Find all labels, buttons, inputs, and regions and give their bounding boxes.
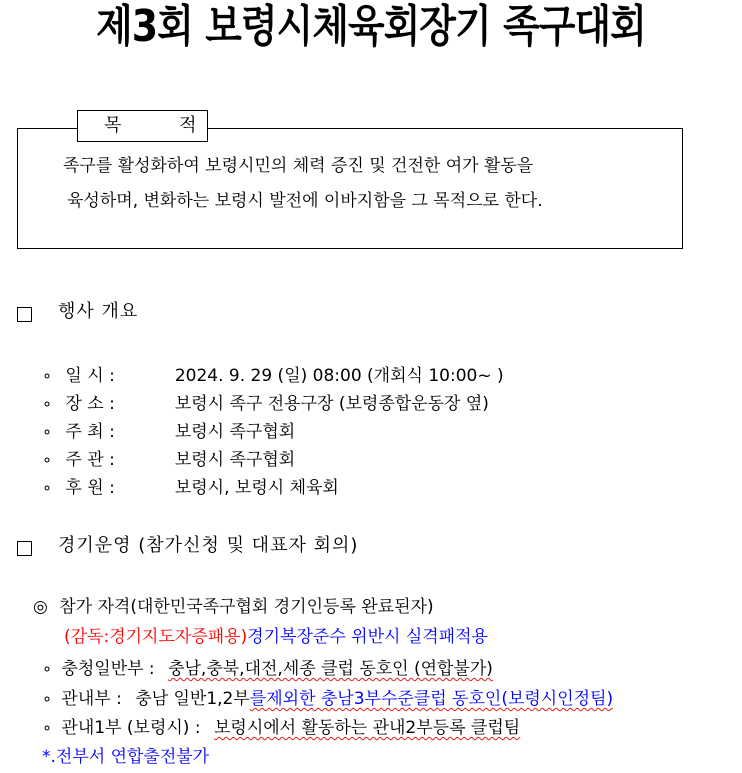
uniform-note-red: (감독:경기지도자증패용) xyxy=(64,627,248,647)
item-value: 보령시, 보령시 체육회 xyxy=(174,478,339,498)
item-label: 일 시 : xyxy=(65,366,115,386)
division-label: 충청일반부 : xyxy=(61,659,155,679)
page-title: 제3회 보령시체육회장기 족구대회 xyxy=(96,1,646,52)
bullet-icon: ∘ xyxy=(42,422,53,441)
item-value: 2024. 9. 29 (일) 08:00 (개회식 10:00~ ) xyxy=(174,366,504,386)
division-label: 관내부 : xyxy=(61,689,122,709)
division-label: 관내1부 (보령시) : xyxy=(61,718,201,738)
qualification-line xyxy=(33,596,434,618)
operation-section-header xyxy=(17,538,32,557)
overview-item-sponsor xyxy=(42,477,339,499)
item-label: 장 소 : xyxy=(65,394,115,414)
overview-heading: 행사 개요 xyxy=(58,301,139,322)
bullet-icon: ∘ xyxy=(42,659,53,678)
item-value: 보령시 족구 전용구장 (보령종합운동장 옆) xyxy=(174,394,489,414)
qualification-note xyxy=(64,626,488,648)
bullet-icon: ∘ xyxy=(42,478,53,497)
bullet-icon: ∘ xyxy=(42,689,53,708)
overview-item-place xyxy=(42,393,489,415)
division-text-plain: 충남 일반1,2부 xyxy=(135,689,250,709)
bullet-icon: ∘ xyxy=(42,366,53,385)
division-local-1 xyxy=(42,717,520,739)
purpose-line-2: 육성하며, 변화하는 보령시 발전에 이바지함을 그 목적으로 한다. xyxy=(67,191,543,211)
qualification-text: 참가 자격(대한민국족구협회 경기인등록 완료된자) xyxy=(59,597,434,617)
item-label: 주 관 : xyxy=(65,450,115,470)
item-label: 후 원 : xyxy=(65,478,115,498)
division-text: 충남,충북,대전,세종 클럽 동호인 (연합불가) xyxy=(168,659,493,679)
purpose-label: 목 적 xyxy=(77,110,208,142)
item-value: 보령시 족구협회 xyxy=(174,450,296,470)
footnote: *.전부서 연합출전불가 xyxy=(42,747,210,767)
overview-item-organizer xyxy=(42,449,295,471)
checkbox-icon xyxy=(17,307,32,322)
overview-section-header xyxy=(17,304,32,323)
double-circle-icon: ◎ xyxy=(33,597,48,617)
purpose-box xyxy=(17,128,683,249)
bullet-icon: ∘ xyxy=(42,394,53,413)
operation-heading: 경기운영 (참가신청 및 대표자 회의) xyxy=(58,535,359,556)
division-chungcheong xyxy=(42,658,493,680)
purpose-line-1: 족구를 활성화하여 보령시민의 체력 증진 및 건전한 여가 활동을 xyxy=(63,156,534,176)
uniform-note-blue: 경기복장준수 위반시 실격패적용 xyxy=(247,627,488,647)
overview-item-host xyxy=(42,421,295,443)
division-text: 보령시에서 활동하는 관내2부등록 클럽팀 xyxy=(213,718,521,738)
division-text-blue: 를제외한 충남3부수준클럽 동호인(보령시인정팀) xyxy=(249,689,614,709)
bullet-icon: ∘ xyxy=(42,450,53,469)
item-value: 보령시 족구협회 xyxy=(174,422,296,442)
bullet-icon: ∘ xyxy=(42,718,53,737)
checkbox-icon xyxy=(17,541,32,556)
item-label: 주 최 : xyxy=(65,422,115,442)
overview-item-date xyxy=(42,365,504,387)
division-local xyxy=(42,688,613,710)
